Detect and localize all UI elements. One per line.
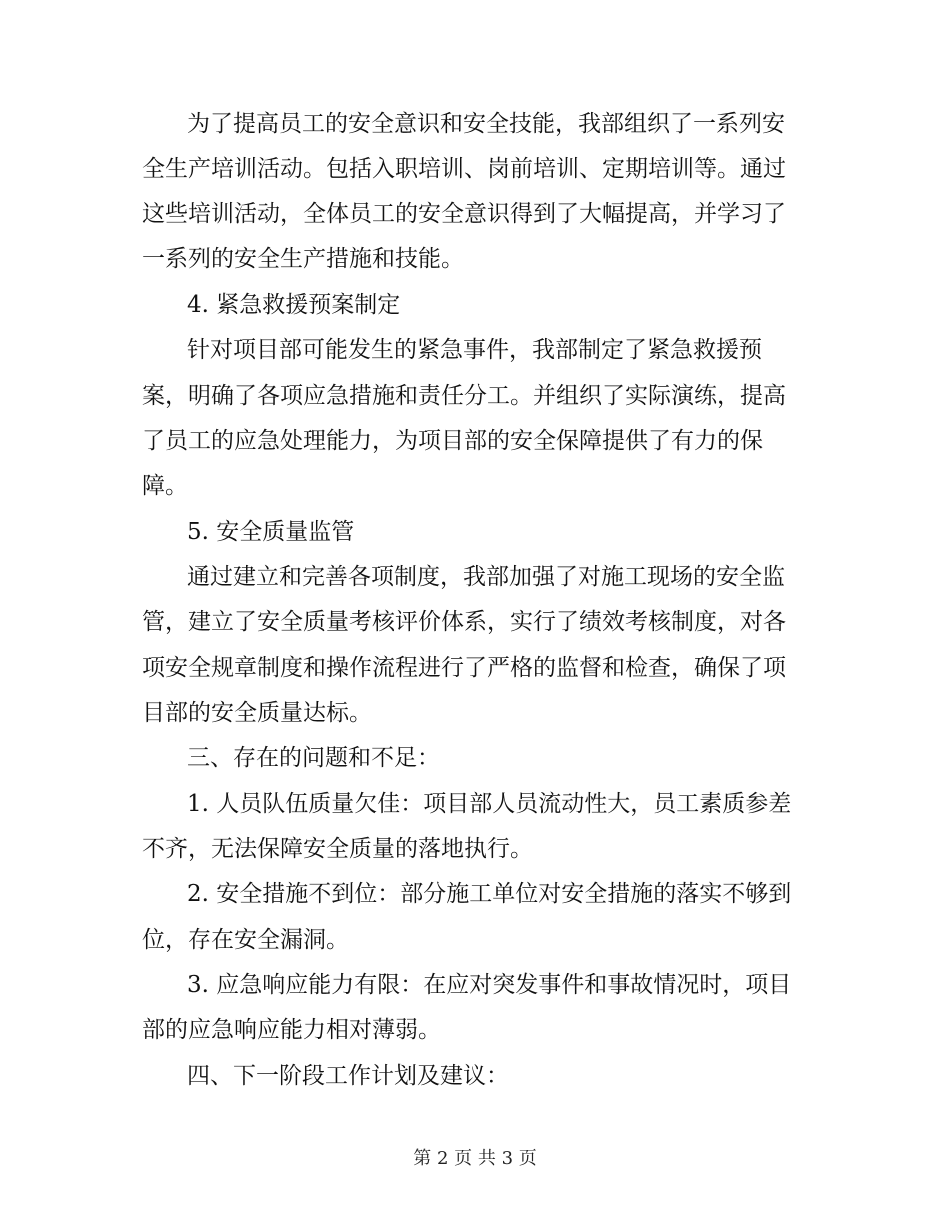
section-heading: 5. 安全质量监管 bbox=[187, 519, 355, 545]
paragraph-line: 了员工的应急处理能力，为项目部的安全保障提供了有力的保 bbox=[142, 428, 763, 454]
list-item-line: 3. 应急响应能力有限：在应对突发事件和事故情况时，项目 bbox=[187, 972, 792, 998]
paragraph-line: 目部的安全质量达标。 bbox=[142, 700, 372, 726]
list-item-line: 位，存在安全漏洞。 bbox=[142, 927, 349, 953]
paragraph-line: 案，明确了各项应急措施和责任分工。并组织了实际演练，提高 bbox=[142, 383, 786, 409]
paragraph-line: 障。 bbox=[142, 473, 188, 499]
section-heading: 四、下一阶段工作计划及建议： bbox=[187, 1063, 509, 1089]
list-item-line: 不齐，无法保障安全质量的落地执行。 bbox=[142, 836, 533, 862]
section-heading: 三、存在的问题和不足： bbox=[187, 745, 440, 771]
section-heading: 4. 紧急救援预案制定 bbox=[187, 292, 401, 318]
list-item-line: 2. 安全措施不到位：部分施工单位对安全措施的落实不够到 bbox=[187, 881, 792, 907]
paragraph-line: 管，建立了安全质量考核评价体系，实行了绩效考核制度，对各 bbox=[142, 609, 786, 635]
paragraph-line: 一系列的安全生产措施和技能。 bbox=[142, 246, 464, 272]
page-number-footer: 第 2 页 共 3 页 bbox=[413, 1148, 537, 1169]
paragraph-line: 为了提高员工的安全意识和安全技能，我部组织了一系列安 bbox=[187, 111, 785, 137]
list-item-line: 1. 人员队伍质量欠佳：项目部人员流动性大，员工素质参差 bbox=[187, 791, 792, 817]
list-item-line: 部的应急响应能力相对薄弱。 bbox=[142, 1017, 441, 1043]
paragraph-line: 通过建立和完善各项制度，我部加强了对施工现场的安全监 bbox=[187, 564, 785, 590]
paragraph-line: 全生产培训活动。包括入职培训、岗前培训、定期培训等。通过 bbox=[142, 156, 786, 182]
paragraph-line: 这些培训活动，全体员工的安全意识得到了大幅提高，并学习了 bbox=[142, 201, 786, 227]
paragraph-line: 项安全规章制度和操作流程进行了严格的监督和检查，确保了项 bbox=[142, 655, 786, 681]
paragraph-line: 针对项目部可能发生的紧急事件，我部制定了紧急救援预 bbox=[187, 337, 762, 363]
